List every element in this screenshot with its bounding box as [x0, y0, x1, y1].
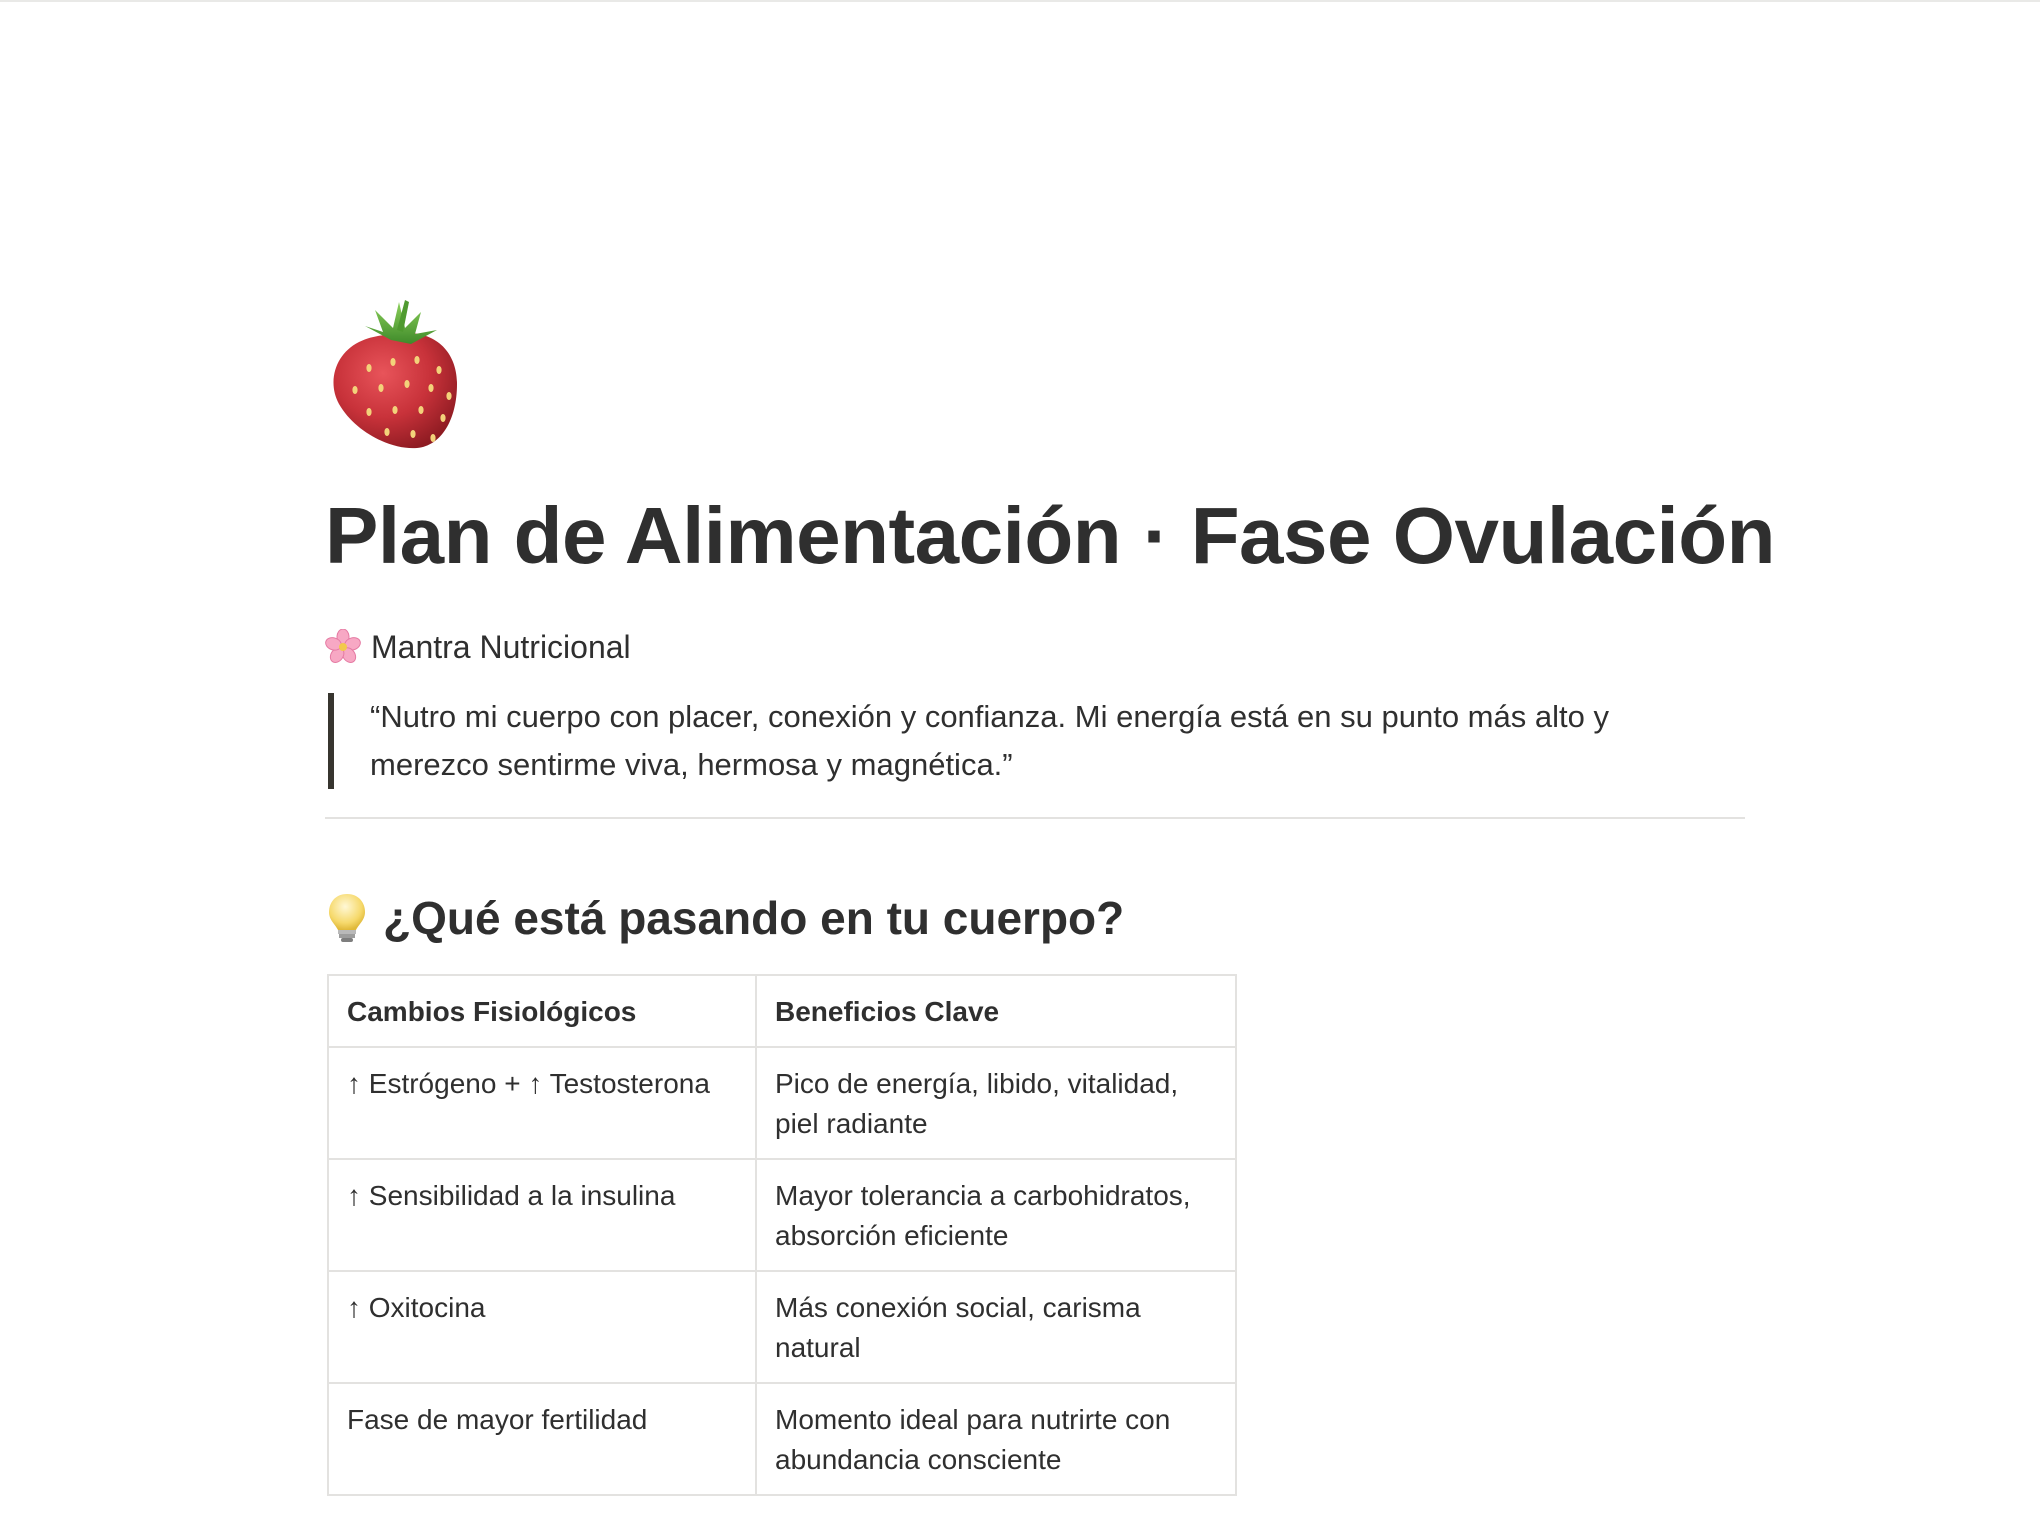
- table-row: [328, 1047, 1236, 1159]
- table-cell[interactable]: ↑ Sensibilidad a la insulina: [328, 1159, 756, 1271]
- table-cell[interactable]: Más conexión social, carisma natural: [756, 1271, 1236, 1383]
- table-cell[interactable]: Momento ideal para nutrirte con abundancia consciente: [756, 1383, 1236, 1495]
- section-heading-text: ¿Qué está pasando en tu cuerpo?: [383, 892, 1125, 944]
- table-header-cell[interactable]: Beneficios Clave: [756, 975, 1236, 1047]
- physiology-table: [327, 974, 1237, 1496]
- cherry-blossom-icon: [325, 629, 361, 665]
- strawberry-icon[interactable]: [325, 292, 465, 452]
- light-bulb-icon: [325, 892, 369, 944]
- table-row: [328, 1271, 1236, 1383]
- section-heading[interactable]: [325, 888, 1124, 948]
- mantra-quote[interactable]: “Nutro mi cuerpo con placer, conexión y confianza. Mi energía está en su punto más alto y merezco sentirme viva, hermosa y magnética.”: [328, 693, 1728, 789]
- table-header-row: [328, 975, 1236, 1047]
- table-cell[interactable]: ↑ Estrógeno + ↑ Testosterona: [328, 1047, 756, 1159]
- table-row: [328, 1383, 1236, 1495]
- mantra-heading: [325, 625, 631, 669]
- table-cell[interactable]: ↑ Oxitocina: [328, 1271, 756, 1383]
- mantra-heading-text: Mantra Nutricional: [371, 628, 631, 665]
- table-cell[interactable]: Fase de mayor fertilidad: [328, 1383, 756, 1495]
- top-border: [0, 0, 2040, 2]
- table-cell[interactable]: Mayor tolerancia a carbohidratos, absorción eficiente: [756, 1159, 1236, 1271]
- table-cell[interactable]: Pico de energía, libido, vitalidad, piel radiante: [756, 1047, 1236, 1159]
- divider: [325, 817, 1745, 819]
- table-header-cell[interactable]: Cambios Fisiológicos: [328, 975, 756, 1047]
- page-title[interactable]: Plan de Alimentación · Fase Ovulación: [325, 491, 1776, 580]
- table-row: [328, 1159, 1236, 1271]
